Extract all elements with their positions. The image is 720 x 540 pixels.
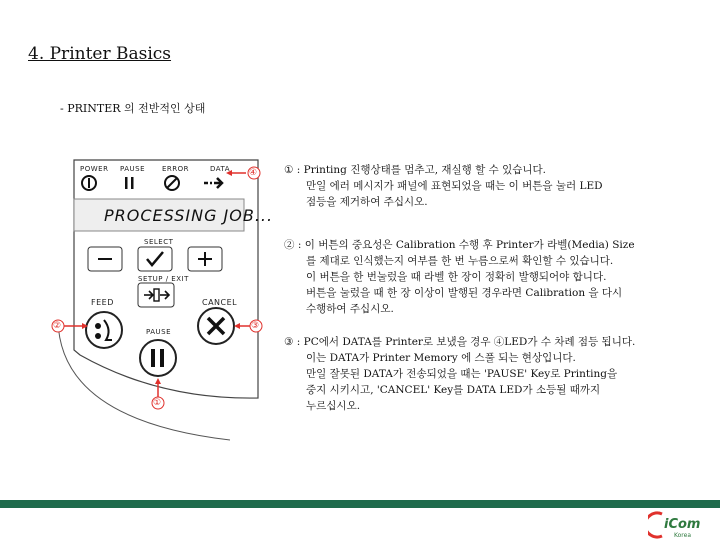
- select-label: SELECT: [144, 238, 174, 246]
- callout-3-number: ③: [251, 321, 260, 331]
- plus-button[interactable]: [188, 247, 222, 271]
- note-2-line: 버튼을 눌렀을 때 한 장 이상이 발행된 경우라면 Calibration 을 다시: [306, 287, 623, 299]
- power-label: POWER: [80, 165, 109, 173]
- note-3: [284, 334, 704, 414]
- note-1-line: 만일 에러 메시지가 패널에 표현되었을 때는 이 버튼을 눌러 LED: [306, 180, 603, 192]
- footer-bar: [0, 500, 720, 508]
- note-3-line: 누르십시오.: [306, 400, 361, 412]
- note-3-line: 중지 시키시고, 'CANCEL' Key를 DATA LED가 소등될 때까지: [306, 384, 601, 396]
- error-label: ERROR: [162, 165, 190, 173]
- select-button[interactable]: [138, 247, 172, 271]
- error-icon: [165, 176, 179, 190]
- lcd-text: PROCESSING JOB...: [104, 206, 274, 225]
- callout-2-number: ②: [53, 321, 62, 331]
- note-2-line: 를 제대로 인식했는지 여부를 한 번 누름으로써 확인할 수 있습니다.: [306, 255, 614, 267]
- cancel-button[interactable]: [198, 308, 234, 344]
- note-2-line: ② : 이 버튼의 중요성은 Calibration 수행 후 Printer가 라벨(Media) Size: [284, 239, 635, 251]
- pause-indicator-label: PAUSE: [120, 165, 146, 173]
- note-2: [284, 237, 704, 317]
- note-1-line: ① : Printing 진행상태를 멈추고, 재실행 할 수 있습니다.: [284, 164, 547, 176]
- data-label: DATA: [210, 165, 231, 173]
- svg-text:Korea: Korea: [674, 532, 692, 539]
- setup-exit-label: SETUP / EXIT: [138, 275, 189, 283]
- pause-indicator-icon: [125, 177, 134, 189]
- note-2-line: 수행하여 주십시오.: [306, 303, 394, 315]
- note-3-line: 만일 잘못된 DATA가 전송되었을 때는 'PAUSE' Key로 Printing을: [306, 368, 618, 380]
- cancel-label: CANCEL: [202, 298, 238, 307]
- icom-logo: [648, 510, 712, 540]
- setup-exit-button[interactable]: [138, 283, 174, 307]
- page-subtitle: - PRINTER 의 전반적인 상태: [60, 102, 206, 115]
- note-1: [284, 162, 704, 210]
- power-icon: [82, 176, 96, 190]
- pause-button-label: PAUSE: [146, 328, 172, 336]
- pause-button[interactable]: [140, 340, 176, 376]
- page-title: 4. Printer Basics: [28, 44, 172, 64]
- note-2-line: 이 버튼을 한 번눌렀을 때 라벨 한 장이 정확히 발행되어야 합니다.: [306, 271, 607, 283]
- feed-label: FEED: [91, 298, 114, 307]
- feed-button[interactable]: [86, 312, 122, 348]
- data-arrow-icon: [204, 178, 222, 188]
- svg-text:iCom: iCom: [664, 517, 701, 532]
- callout-1-number: ①: [153, 398, 162, 408]
- callout-4-number: ④: [249, 168, 258, 178]
- note-3-line: ③ : PC에서 DATA를 Printer로 보냈을 경우 ④LED가 수 차례 점등 됩니다.: [284, 336, 636, 348]
- note-1-line: 점등을 제거하여 주십시오.: [306, 196, 428, 208]
- minus-button[interactable]: [88, 247, 122, 271]
- note-3-line: 이는 DATA가 Printer Memory 에 스풀 되는 현상입니다.: [306, 352, 576, 364]
